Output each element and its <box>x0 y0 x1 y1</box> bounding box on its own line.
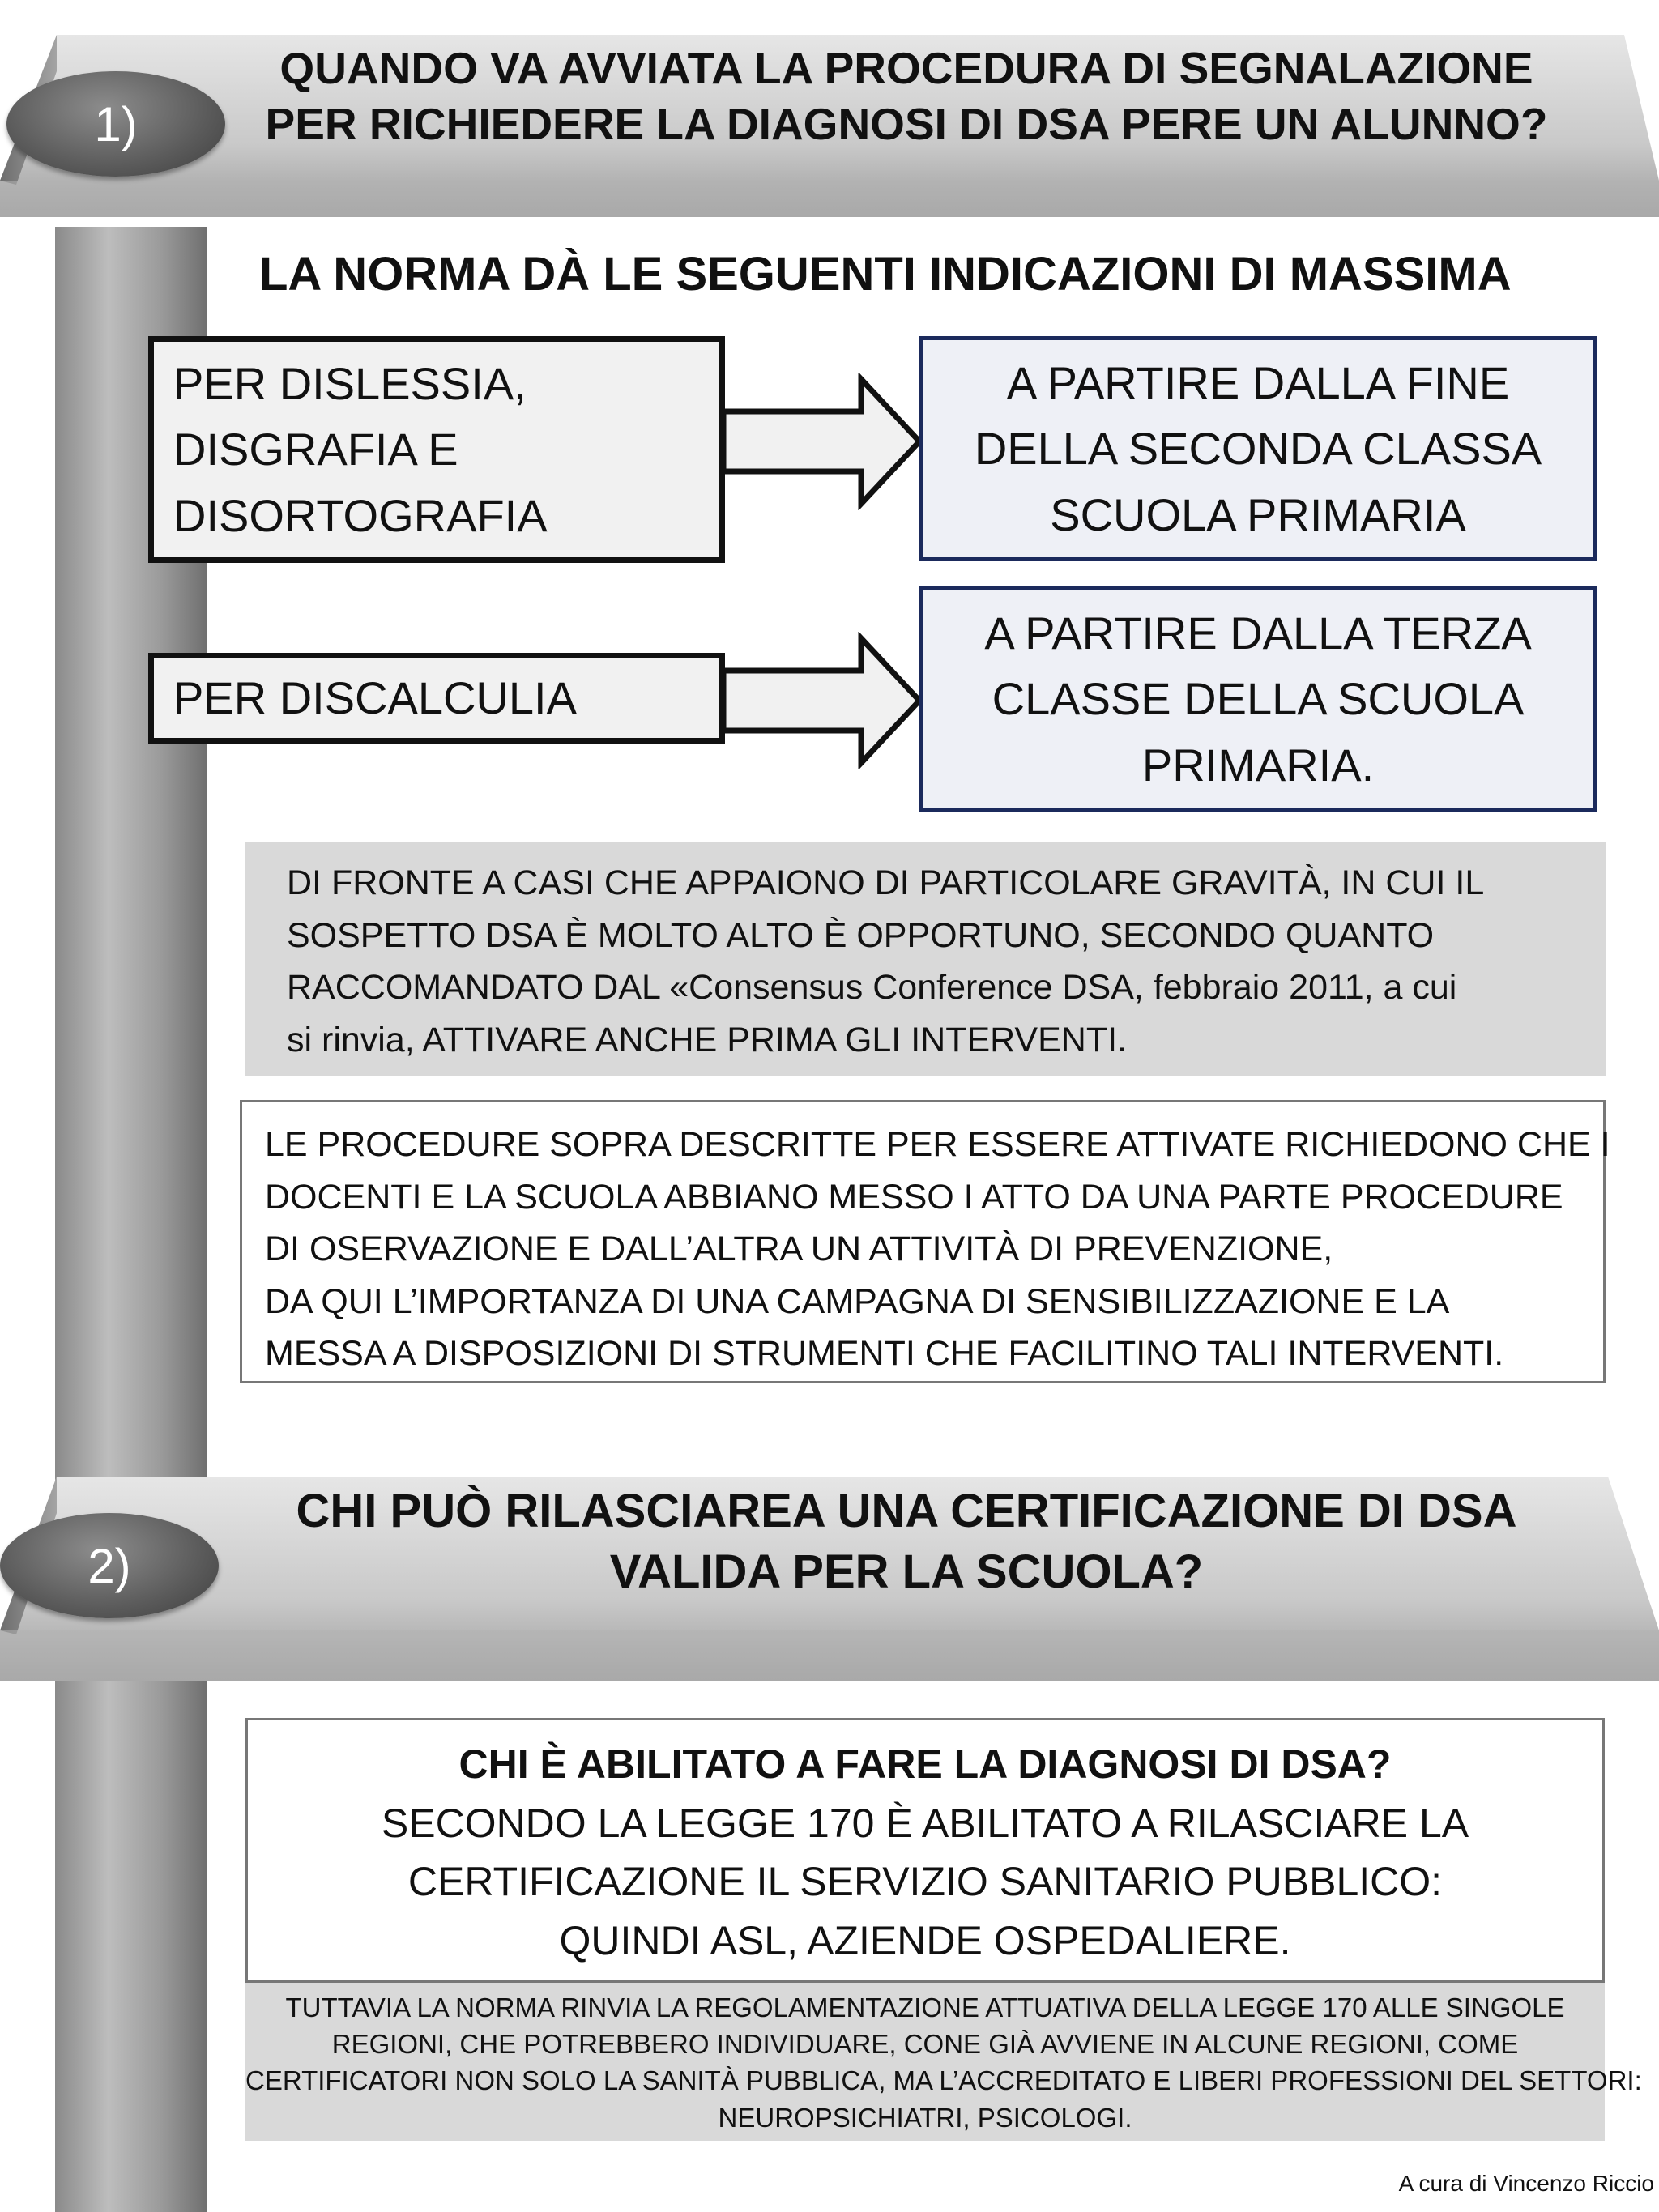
author-credit: A cura di Vincenzo Riccio <box>1398 2171 1654 2196</box>
note-line: MESSA A DISPOSIZIONI DI STRUMENTI CHE FACILITINO TALI INTERVENTI. <box>265 1334 1504 1373</box>
vertical-pillar-bottom <box>55 1669 207 2212</box>
note-line: DA QUI L’IMPORTANZA DI UNA CAMPAGNA DI SENSIBILIZZAZIONE E LA <box>265 1281 1450 1321</box>
condition-line: PER DISCALCULIA <box>173 672 577 724</box>
note-line: DOCENTI E LA SCUOLA ABBIANO MESSO I ATTO DA UNA PARTE PROCEDURE <box>265 1177 1563 1217</box>
timing-box-dyscalculia <box>919 586 1597 812</box>
section-title <box>186 1481 1627 1603</box>
note-line: LE PROCEDURE SOPRA DESCRITTE PER ESSERE ATTIVATE RICHIEDONO CHE I <box>265 1125 1610 1164</box>
timing-line: CLASSE DELLA SCUOLA <box>992 673 1525 725</box>
answer-line: CERTIFICAZIONE IL SERVIZIO SANITARIO PUBBLICO: <box>407 1859 1443 1904</box>
note-line: RACCOMANDATO DAL «Consensus Conference DSA, febbraio 2011, a cui <box>287 968 1457 1007</box>
section-number-badge: 1) <box>6 71 225 177</box>
condition-line: DISORTOGRAFIA <box>173 489 548 541</box>
subheading: LA NORMA DÀ LE SEGUENTI INDICAZIONI DI MASSIMA <box>259 248 1512 300</box>
title-line: PER RICHIEDERE LA DIAGNOSI DI DSA PERE UN ALUNNO? <box>265 98 1548 149</box>
gravity-note <box>245 842 1606 1076</box>
timing-line: PRIMARIA. <box>1141 739 1375 791</box>
timing-line: DELLA SECONDA CLASSA <box>974 423 1542 475</box>
regional-note <box>245 1983 1642 2141</box>
timing-line: A PARTIRE DALLA TERZA <box>984 607 1532 659</box>
note-line: si rinvia, ATTIVARE ANCHE PRIMA GLI INTERVENTI. <box>287 1020 1127 1059</box>
section-1-banner <box>0 23 1659 235</box>
note-line: TUTTAVIA LA NORMA RINVIA LA REGOLAMENTAZIONE ATTUATIVA DELLA LEGGE 170 ALLE SINGOLE <box>285 1993 1565 2022</box>
note-line: DI OSERVAZIONE E DALL’ALTRA UN ATTIVITÀ DI PREVENZIONE, <box>265 1230 1333 1268</box>
note-line: REGIONI, CHE POTREBBERO INDIVIDUARE, CONE GIÀ AVVIENE IN ALCUNE REGIONI, COME <box>331 2029 1519 2060</box>
title-line: CHI PUÒ RILASCIAREA UNA CERTIFICAZIONE DI DSA <box>296 1485 1517 1537</box>
answer-line: SECONDO LA LEGGE 170 È ABILITATO A RILASCIARE LA <box>381 1800 1469 1846</box>
timing-line: SCUOLA PRIMARIA <box>1050 488 1466 540</box>
timing-box-dyslexia <box>919 336 1597 561</box>
diagnosis-box <box>245 1718 1605 1983</box>
note-line: CERTIFICATORI NON SOLO LA SANITÀ PUBBLICA, MA L’ACCREDITATO E LIBERI PROFESSIONI DEL SETTORI: <box>245 2065 1642 2096</box>
arrow-right-icon <box>723 373 926 510</box>
section-title <box>186 40 1627 152</box>
note-line: SOSPETTO DSA È MOLTO ALTO È OPPORTUNO, SECONDO QUANTO <box>287 915 1435 955</box>
diagnosis-question: CHI È ABILITATO A FARE LA DIAGNOSI DI DSA? <box>458 1741 1392 1787</box>
condition-box-dyslexia <box>148 336 725 563</box>
procedures-note <box>240 1100 1610 1383</box>
section-number-badge: 2) <box>0 1513 219 1618</box>
section-2-banner <box>0 1464 1659 1683</box>
condition-line: DISGRAFIA E <box>173 424 458 475</box>
note-line: DI FRONTE A CASI CHE APPAIONO DI PARTICOLARE GRAVITÀ, IN CUI IL <box>287 863 1485 902</box>
condition-box-dyscalculia <box>148 653 725 744</box>
answer-line: QUINDI ASL, AZIENDE OSPEDALIERE. <box>559 1917 1291 1963</box>
title-line: QUANDO VA AVVIATA LA PROCEDURA DI SEGNALAZIONE <box>279 43 1533 93</box>
timing-line: A PARTIRE DALLA FINE <box>1006 357 1510 409</box>
arrow-right-icon <box>723 632 926 769</box>
condition-line: PER DISLESSIA, <box>173 358 527 410</box>
title-line: VALIDA PER LA SCUOLA? <box>609 1545 1204 1599</box>
note-line: NEUROPSICHIATRI, PSICOLOGI. <box>718 2102 1132 2133</box>
